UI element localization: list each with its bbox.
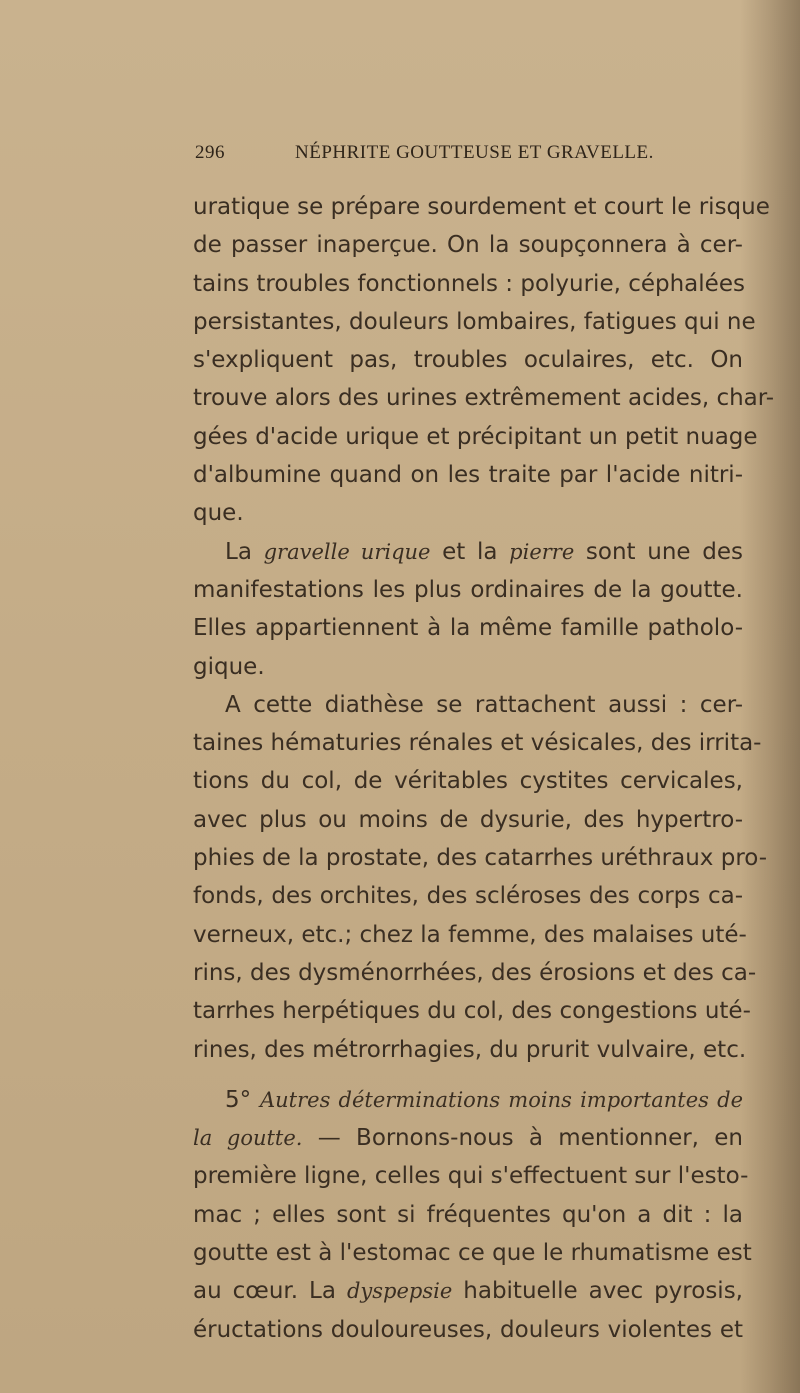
text-run: — Bornons-nous à mentionner, en	[302, 1125, 743, 1152]
text-run: habituelle avec pyrosis,	[452, 1278, 743, 1305]
text-line: persistantes, douleurs lombaires, fatigues qui ne	[193, 308, 756, 335]
text-line: manifestations les plus ordinaires de la goutte.	[193, 576, 743, 603]
paragraph-1	[193, 188, 775, 533]
text-line: de passer inaperçue. On la soupçonnera à cer-	[193, 232, 743, 259]
text-line: gées d'acide urique et précipitant un petit nuage	[193, 423, 758, 450]
text-line: avec plus ou moins de dysurie, des hypertro-	[193, 806, 743, 833]
text-run: La	[225, 538, 264, 565]
text-line: éructations douloureuses, douleurs violentes et	[193, 1316, 743, 1343]
italic-term-gravelle: gravelle urique	[263, 539, 431, 564]
text-run: et la	[430, 538, 510, 565]
text-line: tains troubles fonctionnels : polyurie, céphalées	[193, 270, 745, 297]
section-5	[193, 1081, 752, 1349]
text-line: rines, des métrorrhagies, du prurit vulvaire, etc.	[193, 1036, 747, 1063]
section-heading: Autres déterminations moins importantes de	[259, 1087, 744, 1112]
text-line: fonds, des orchites, des scléroses des corps ca-	[193, 883, 743, 910]
text-line	[193, 1272, 743, 1310]
running-header	[195, 142, 755, 164]
text-line: phies de la prostate, des catarrhes uréthraux pro-	[193, 845, 768, 872]
italic-term-pierre: pierre	[509, 539, 575, 564]
section-heading-end: la goutte.	[193, 1126, 303, 1151]
text-line: tarrhes herpétiques du col, des congestions uté-	[193, 998, 751, 1025]
text-line	[193, 1119, 743, 1157]
text-line: s'expliquent pas, troubles oculaires, etc. On	[193, 347, 743, 374]
text-line: première ligne, celles qui s'effectuent sur l'esto-	[193, 1163, 749, 1190]
section-number: 5°	[225, 1086, 252, 1113]
text-line: que.	[193, 500, 244, 527]
text-line: Elles appartiennent à la même famille patholo-	[193, 615, 743, 642]
text-line: gique.	[193, 653, 265, 680]
text-line	[193, 533, 743, 571]
text-line: goutte est à l'estomac ce que le rhumatisme est	[193, 1240, 752, 1267]
text-line: A cette diathèse se rattachent aussi : cer-	[225, 691, 743, 718]
text-line: rins, des dysménorrhées, des érosions et des ca-	[193, 959, 757, 986]
text-run: au cœur. La	[193, 1278, 347, 1305]
text-line: verneux, etc.; chez la femme, des malaises uté-	[193, 921, 747, 948]
running-title: NÉPHRITE GOUTTEUSE ET GRAVELLE.	[295, 142, 654, 163]
text-run: sont une des	[574, 538, 743, 565]
paragraph-3	[193, 686, 768, 1069]
body-text	[193, 188, 775, 1349]
paragraph-2	[193, 533, 743, 686]
text-line: mac ; elles sont si fréquentes qu'on a dit : la	[193, 1201, 743, 1228]
text-line: tions du col, de véritables cystites cervicales,	[193, 768, 743, 795]
text-line: uratique se prépare sourdement et court le risque	[193, 194, 770, 220]
italic-term-dyspepsie: dyspepsie	[346, 1279, 453, 1304]
text-line: d'albumine quand on les traite par l'acide nitri-	[193, 462, 743, 489]
section-heading-line	[193, 1081, 743, 1119]
page-number: 296	[195, 142, 225, 163]
text-line: taines hématuries rénales et vésicales, des irrita-	[193, 730, 762, 757]
section-gap	[193, 1069, 743, 1081]
text-line: trouve alors des urines extrêmement acides, char-	[193, 385, 775, 412]
